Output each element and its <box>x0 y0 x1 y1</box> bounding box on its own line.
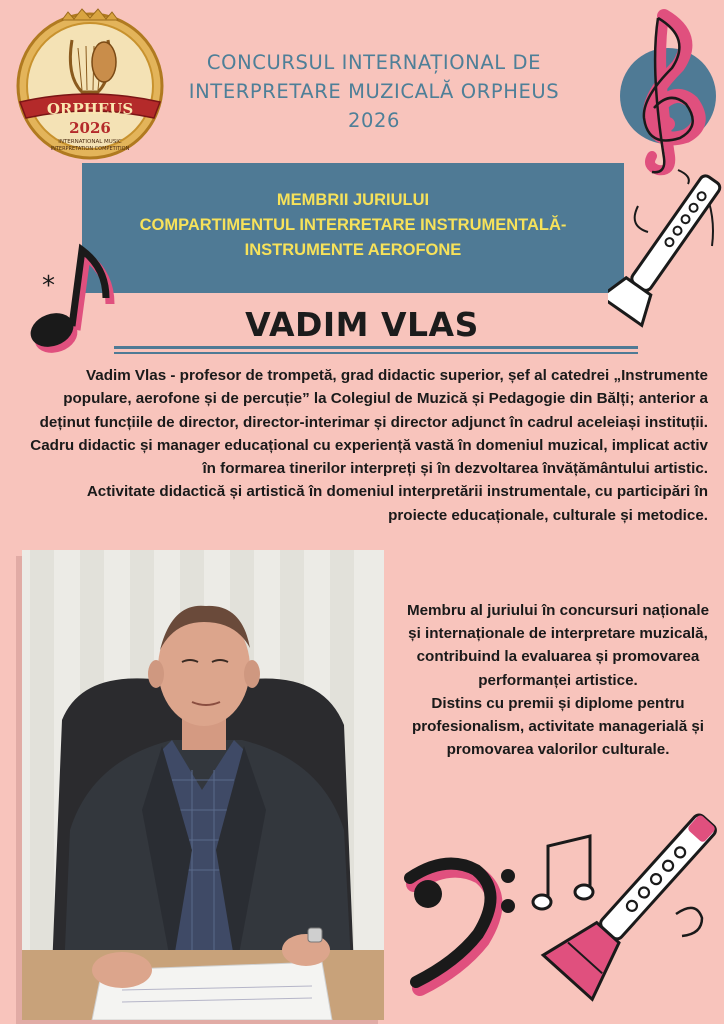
banner-line-2: COMPARTIMENTUL INTERRETARE INSTRUMENTALĂ- <box>139 216 567 234</box>
treble-clef-icon <box>598 6 724 178</box>
divider <box>114 346 638 349</box>
title-line-3: 2026 <box>347 109 401 132</box>
banner-line-1: MEMBRII JURIULUI <box>276 191 430 209</box>
page-title <box>170 48 578 135</box>
title-line-1: CONCURSUL INTERNAȚIONAL DE <box>206 51 542 74</box>
banner-line-3: INSTRUMENTE AEROFONE <box>244 241 462 259</box>
logo-tagline-2: INTERPRETATION COMPETITION <box>50 146 130 152</box>
logo-tagline-1: INTERNATIONAL MUSIC <box>58 139 122 145</box>
divider <box>114 352 638 354</box>
bio-paragraph-3: Activitate didactică și artistică în domeniul interpretării instrumentale, cu participări în proiecte educaționale, culturale și metodice. <box>86 483 708 524</box>
title-line-2: INTERPRETARE MUZICALĂ ORPHEUS <box>188 80 560 103</box>
bio-paragraph-1: Vadim Vlas - profesor de trompetă, grad didactic superior, șef al catedrei „Instrumente populare, aerofone și de percuție” la Colegiul de Muzică și Pedagogie din Bălți; anterior a deținut funcțiile de director, director-interimar și director adjunct în cadrul aceleiași instituții. <box>39 367 708 431</box>
orpheus-logo <box>12 6 168 168</box>
clarinet-icon <box>526 804 724 1018</box>
side-paragraph-2: Distins cu premii și diplome pentru profesionalism, activitate managerială și promovarea valorilor culturale. <box>411 694 705 759</box>
bio-paragraph-2: Cadru didactic și manager educațional cu experiență vastă în domeniul muzical, implicat activ în formarea tinerilor interpreți și în dezvoltarea învățământului artistic. <box>30 436 708 478</box>
side-text <box>400 599 716 761</box>
side-paragraph-1: Membru al juriului în concursuri naționale și internaționale de interpretare muzicală, contribuind la evaluarea și promovarea performanței artistice. <box>406 602 710 689</box>
bio-text <box>24 364 708 527</box>
person-name: VADIM VLAS <box>245 305 479 344</box>
bass-clef-icon <box>400 848 540 998</box>
svg-text:*: * <box>42 271 55 301</box>
logo-year: 2026 <box>69 119 111 137</box>
banner-text <box>82 188 624 263</box>
logo-brand: ORPHEUS <box>46 100 134 118</box>
portrait-photo <box>22 550 384 1020</box>
